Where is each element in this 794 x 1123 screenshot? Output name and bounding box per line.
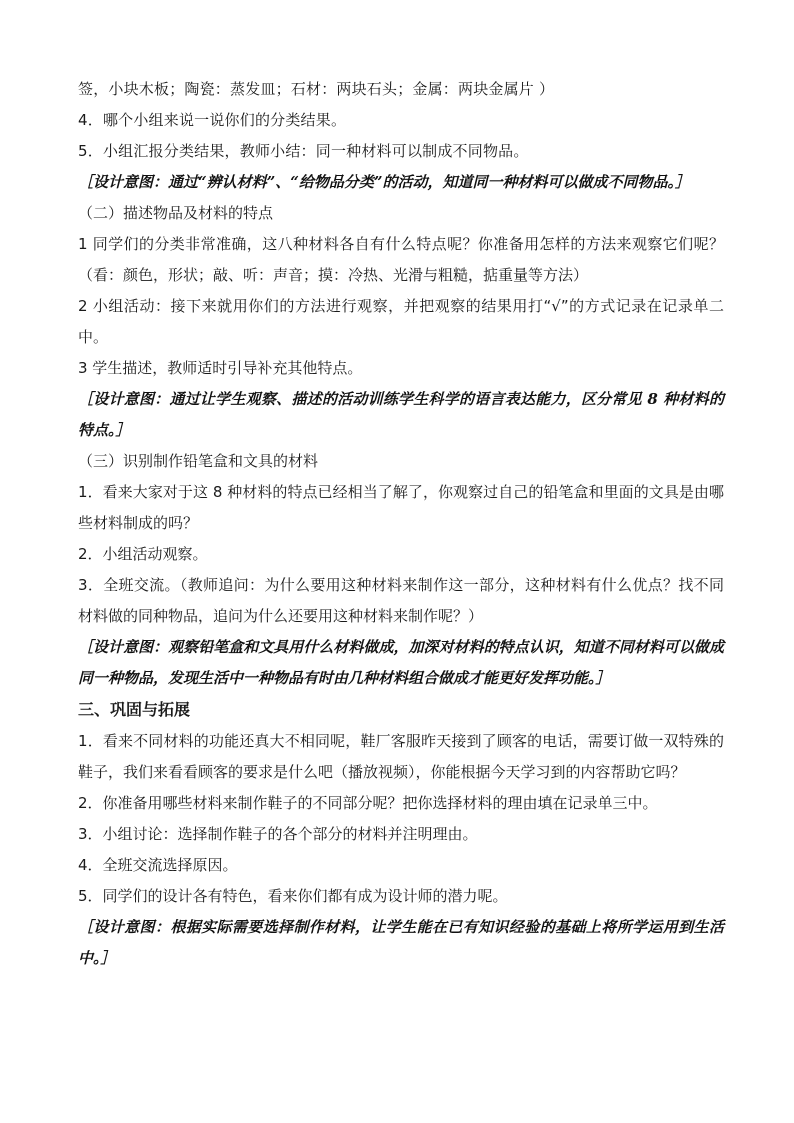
list-item: 3 学生描述，教师适时引导补充其他特点。 xyxy=(78,359,363,377)
section-heading: 三、巩固与拓展 xyxy=(78,700,191,719)
list-item: 4．全班交流选择原因。 xyxy=(78,856,238,874)
list-item: 2．你准备用哪些材料来制作鞋子的不同部分呢？把你选择材料的理由填在记录单三中。 xyxy=(78,794,658,812)
list-item: 签，小块木板；陶瓷：蒸发皿；石材：两块石头；金属：两块金属片 ） xyxy=(78,80,555,98)
list-item: 1．看来不同材料的功能还真大不相同呢，鞋厂客服昨天接到了顾客的电话，需要订做一双特殊的鞋子，我们来看看顾客的要求是什么吧（播放视频），你能根据今天学习到的内容帮助它吗？ xyxy=(78,732,724,781)
list-item: 5．同学们的设计各有特色，看来你们都有成为设计师的潜力呢。 xyxy=(78,887,508,905)
list-item: 5．小组汇报分类结果，教师小结：同一种材料可以制成不同物品。 xyxy=(78,142,529,160)
document-page xyxy=(78,74,724,974)
design-intent-note: ［设计意图：根据实际需要选择制作材料，让学生能在已有知识经验的基础上将所学运用到生活中。］ xyxy=(78,918,724,967)
list-item: 2．小组活动观察。 xyxy=(78,545,208,563)
list-item: 1．看来大家对于这 8 种材料的特点已经相当了解了，你观察过自己的铅笔盒和里面的文具是由哪些材料制成的吗？ xyxy=(78,483,724,532)
section-subheading: （二）描述物品及材料的特点 xyxy=(78,204,274,222)
list-item: 1 同学们的分类非常准确，这八种材料各自有什么特点呢？你准备用怎样的方法来观察它们呢？（看：颜色，形状；敲、听：声音；摸：冷热、光滑与粗糙，掂重量等方法） xyxy=(78,235,724,284)
design-intent-note: ［设计意图：通过“辨认材料”、“给物品分类”的活动，知道同一种材料可以做成不同物品。］ xyxy=(78,173,691,191)
list-item: 3．全班交流。（教师追问：为什么要用这种材料来制作这一部分，这种材料有什么优点？找不同材料做的同种物品，追问为什么还要用这种材料来制作呢？） xyxy=(78,576,724,625)
design-intent-note: ［设计意图：观察铅笔盒和文具用什么材料做成，加深对材料的特点认识，知道不同材料可以做成同一种物品，发现生活中一种物品有时由几种材料组合做成才能更好发挥功能。］ xyxy=(78,638,724,687)
section-subheading: （三）识别制作铅笔盒和文具的材料 xyxy=(78,452,319,470)
design-intent-note: ［设计意图：通过让学生观察、描述的活动训练学生科学的语言表达能力，区分常见 8 种材料的特点。］ xyxy=(78,390,724,439)
list-item: 3．小组讨论：选择制作鞋子的各个部分的材料并注明理由。 xyxy=(78,825,478,843)
list-item: 2 小组活动：接下来就用你们的方法进行观察，并把观察的结果用打“√”的方式记录在记录单二中。 xyxy=(78,297,724,346)
list-item: 4．哪个小组来说一说你们的分类结果。 xyxy=(78,111,347,129)
